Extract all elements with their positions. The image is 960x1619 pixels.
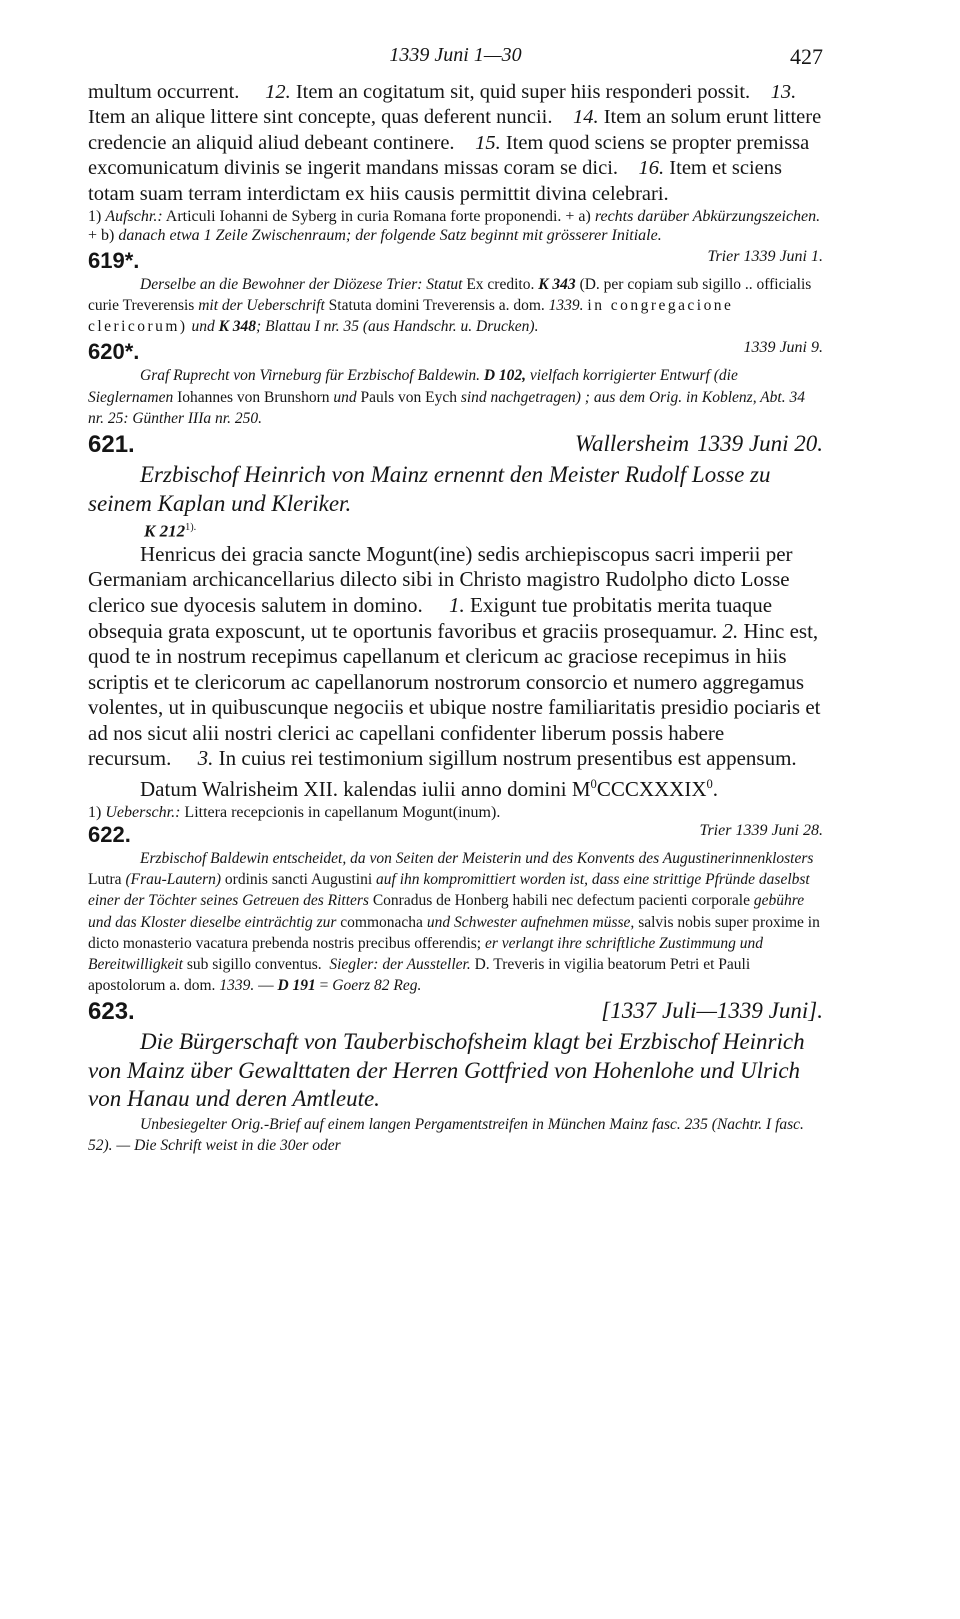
entry-623-source: Unbesiegelter Orig.-Brief auf einem langen Pergamentstreifen in München Mainz fasc. 235 (Nachtr. I fasc. 52). — Die Schrift weist in die 30er oder xyxy=(88,1115,804,1155)
entry-place-date: [1337 Juli—1339 Juni]. xyxy=(601,998,823,1024)
entry-621-datum: Datum Walrisheim XII. kalendas iulii anno domini $M^0CCCXXXIX^0$. xyxy=(140,777,719,802)
entry-620-head xyxy=(88,339,823,365)
entry-619-body: Derselbe an die Bewohner der Diözese Trier: Statut Ex credito. K 343 (D. per copiam sub sigillo .. officialis curie Treverensis mit der Ueberschrift Statuta domini Treverensis a. dom. 1339. in congregacione clericorum) und K 348; Blattau I nr. 35 (aus Handschr. u. Drucken). xyxy=(88,275,812,336)
footnotes-top: 1) Aufschr.: Articuli Iohanni de Syberg in curia Romana forte proponendi. + a) rechts darüber Abkürzungszeichen. + b) danach etwa 1 Zeile Zwischenraum; der folgende Satz beginnt mit grösserer Initiale. xyxy=(88,208,821,245)
entry-number: 619*. xyxy=(88,247,140,273)
entry-place-date: Wallersheim 1339 Juni 20. xyxy=(574,431,823,457)
continuation-text: multum occurrent. 12. Item an cogitatum sit, quid super hiis responderi possit. 13. Item an alique littere sint concepte, quas deferent nuncii. 14. Item an solum erunt littere credencie an aliquid aliud debeant continere. 15. Item quod sciens se propter premissa excomunicatum divinis se ingerit mandans missas coram se dici. 16. Item et sciens totam suam terram interdictam ex hiis causis permittit divina celebrari. xyxy=(88,81,822,205)
entry-place-date: 1339 Juni 9. xyxy=(743,339,823,357)
entry-619-head xyxy=(88,248,823,274)
entry-number: 620*. xyxy=(88,339,140,365)
entry-621-footnote: 1) Ueberschr.: Littera recepcionis in capellanum Mogunt(inum). xyxy=(88,803,501,821)
entry-number: 622. xyxy=(88,822,131,848)
entry-621-source: K $212^{1).}$ xyxy=(144,521,197,541)
entry-number: 623. xyxy=(88,998,135,1026)
entry-623-head xyxy=(88,998,823,1028)
document-page xyxy=(88,44,823,1156)
entry-622-body: Erzbischof Baldewin entscheidet, da von Seiten der Meisterin und des Konvents des Augustinerinnenklosters Lutra (Frau-Lautern) ordinis sancti Augustini auf ihn kompromittiert worden ist, dass eine strittige Pfründe daselbst einer der Töchter seines Getreuen des Ritters Conradus de Honberg habili nec defectum pacienti corporale gebühre und das Kloster dieselbe einträchtig zur commonacha und Schwester aufnehmen müsse, salvis nobis super proxime in dicto monasterio vacatura prebenda nostris precibus offerendis; er verlangt ihre schriftliche Zustimmung und Bereitwilligkeit sub sigillo conventus. Siegler: der Aussteller. D. Treveris in vigilia beatorum Petri et Pauli apostolorum a. dom. 1339. — D 191 = Goerz 82 Reg. xyxy=(88,850,820,995)
entry-623-regest: Die Bürgerschaft von Tauberbischofsheim klagt bei Erzbischof Heinrich von Mainz über Gewalttaten der Herren Gottfried von Hohenlohe und Ulrich von Hanau und deren Amtleute. xyxy=(88,1029,805,1112)
entry-place-date: Trier 1339 Juni 1. xyxy=(707,247,823,265)
entry-622-head xyxy=(88,822,823,848)
entry-621-head xyxy=(88,431,823,461)
entry-620-body: Graf Ruprecht von Virneburg für Erzbischof Baldewin. D 102, vielfach korrigierter Entwurf (die Sieglernamen Iohannes von Brunshorn und Pauls von Eych sind nachgetragen) ; aus dem Orig. in Koblenz, Abt. 34 nr. 25: Günther IIIa nr. 250. xyxy=(88,367,805,427)
entry-621-regest: Erzbischof Heinrich von Mainz ernennt den Meister Rudolf Losse zu seinem Kaplan und Kleriker. xyxy=(88,462,771,516)
page-number: 427 xyxy=(790,44,823,69)
running-header xyxy=(88,44,823,80)
entry-621-text: Henricus dei gracia sancte Mogunt(ine) sedis archiepiscopus sacri imperii per Germaniam archicancellarius dilecto sibi in Christo magistro Rudolpho dicto Losse clerico sue dyocesis salutem in domino. 1. Exigunt tue probitatis merita tuaque obsequia grata exposcunt, ut te oportunis favoribus et graciis prosequamur. 2. Hinc est, quod te in nostrum recepimus capellanum et clericum ac graciose recepimus in hiis scriptis et te clericorum ac capellanorum nostrorum consorcio et numero aggregamus volentes, ut in quibuscunque negociis et ubique nostre familiaritatis presidio pociaris et ad nos sicut alii nostri clerici ac capellani confidenter liberum possis habere recursum. 3. In cuius rei testimonium sigillum nostrum presentibus est appensum. xyxy=(88,541,821,771)
entry-place-date: Trier 1339 Juni 28. xyxy=(699,822,823,840)
header-date: 1339 Juni 1—30 xyxy=(389,44,522,66)
entry-number: 621. xyxy=(88,431,135,459)
